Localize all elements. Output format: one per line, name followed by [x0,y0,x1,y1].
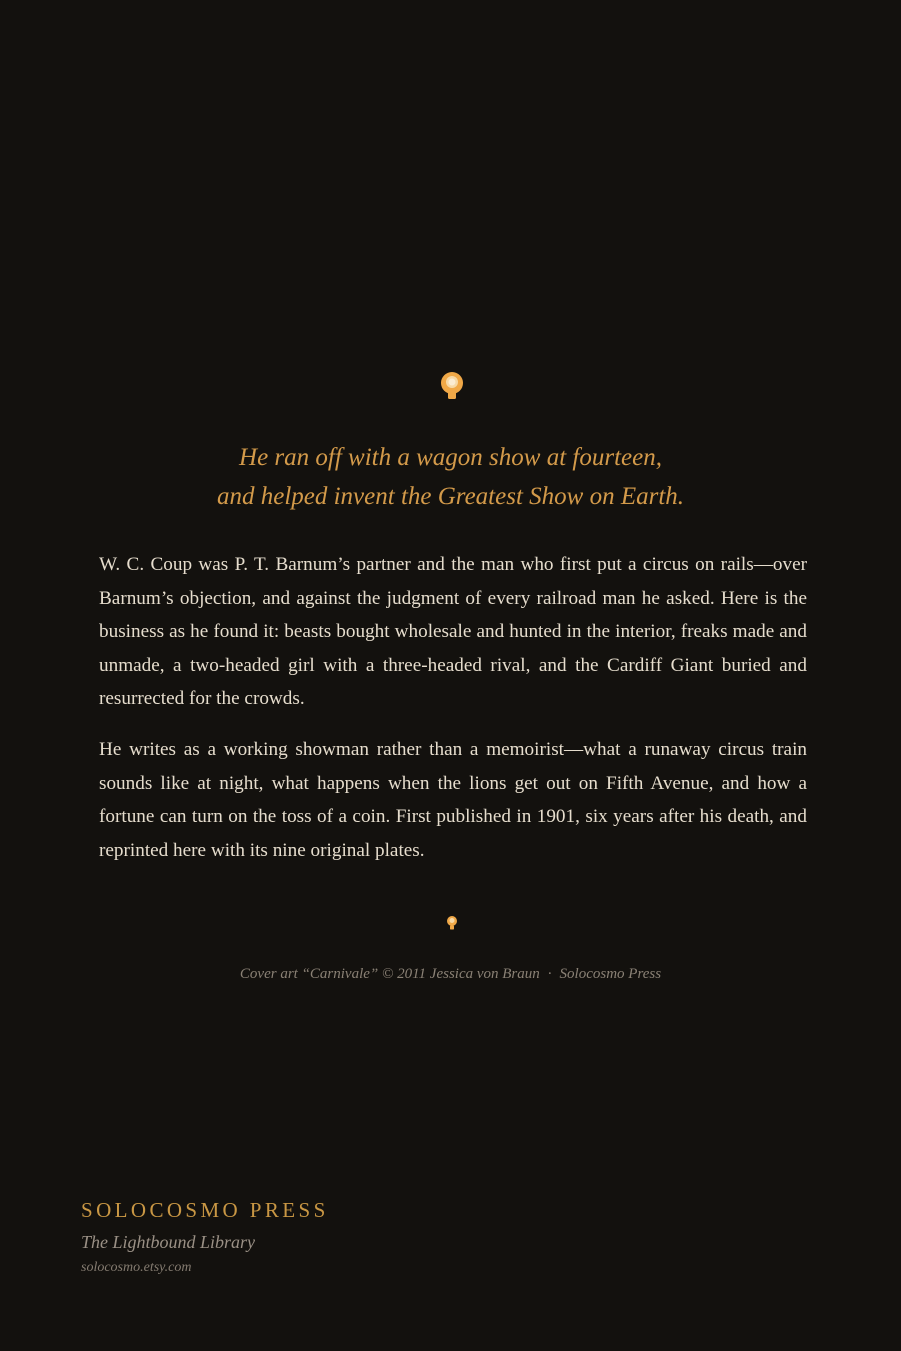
publisher-url: solocosmo.etsy.com [81,1260,192,1275]
credit-publisher: Solocosmo Press [559,966,662,982]
description-paragraph-2: He writes as a working showman rather than a memoirist—what a runaway circus train sounds like at night, what happens when the lions get out on Fifth Avenue, and how a fortune can turn on the toss of a coin. First published in 1901, six years after his death, and reprinted here with its nine original plates. [99,738,807,861]
book-description [99,548,807,884]
tagline [0,438,901,516]
description-paragraph-1: W. C. Coup was P. T. Barnum’s partner and the man who first put a circus on rails—over Barnum’s objection, and against the judgment of every railroad man he asked. Here is the business as he found it: beasts bought wholesale and hunted in the interior, freaks made and unmade, a two-headed girl with a three-headed rival, and the Cardiff Giant buried and resurrected for the crowds. [99,554,807,710]
tagline-line-1: He ran off with a wagon show at fourteen, [239,444,662,471]
press-name: SOLOCOSMO PRESS [81,1198,329,1222]
cover-art-credit [0,966,901,983]
cover-art-credit-text: Cover art “Carnivale” © 2011 Jessica von Braun [239,966,540,982]
tagline-line-2: and helped invent the Greatest Show on Earth. [216,483,685,510]
library-name: The Lightbound Library [81,1232,256,1252]
lightbulb-icon [446,915,458,931]
publisher-footer [81,1196,329,1278]
lightbulb-icon [438,370,466,402]
credit-separator: · [547,966,552,982]
